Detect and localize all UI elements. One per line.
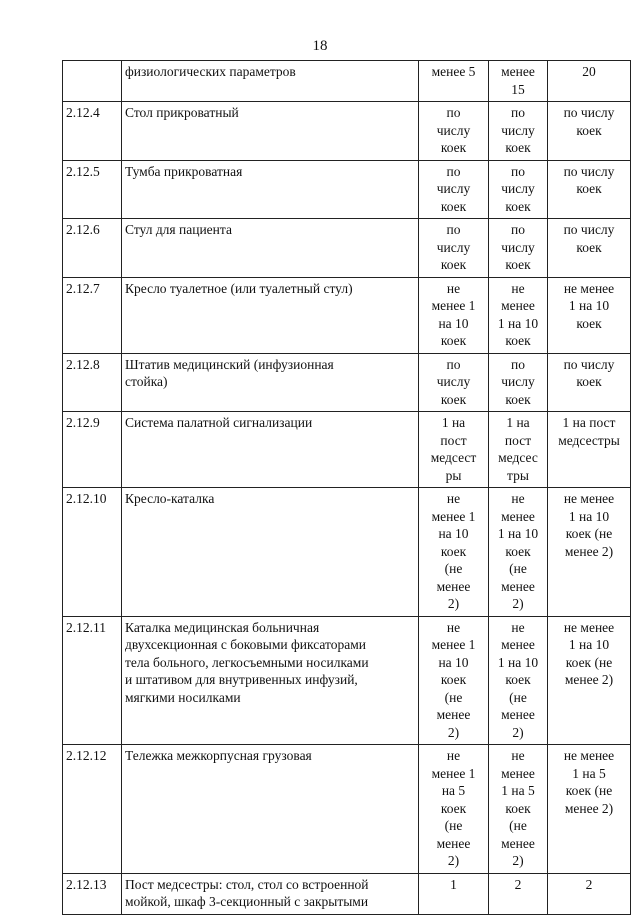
value-col-2-text: 2 xyxy=(514,876,522,892)
value-col-1-text: по числу коек xyxy=(436,163,471,214)
value-col-3-text: не менее 1 на 10 коек xyxy=(563,280,615,331)
table-row xyxy=(63,745,631,874)
table-row xyxy=(63,616,631,745)
value-col-3-text: 20 xyxy=(582,64,596,79)
value-col-2-cell xyxy=(489,616,548,745)
item-name-text: Кресло-каталка xyxy=(125,491,215,506)
row-number-text: 2.12.9 xyxy=(66,415,100,430)
item-name-cell xyxy=(122,277,419,353)
value-col-2-cell xyxy=(489,745,548,874)
value-col-1-cell xyxy=(419,745,489,874)
item-name-text: Штатив медицинский (инфузионная стойка) xyxy=(125,356,334,389)
value-col-2-text: по числу коек xyxy=(501,356,535,407)
value-col-2-text: 1 на пост медсес тры xyxy=(498,415,538,483)
value-col-2-text: по числу коек xyxy=(501,222,535,272)
value-col-3-text: по числу коек xyxy=(563,105,615,138)
value-col-2-text: не менее 1 на 5 коек (не менее 2) xyxy=(501,748,535,868)
value-col-3-text: по числу коек xyxy=(563,163,615,196)
item-name-cell xyxy=(122,102,419,161)
row-number-cell xyxy=(63,219,122,278)
value-col-2-text: менее 15 xyxy=(501,64,535,97)
value-col-3-text: 1 на пост медсестры xyxy=(558,415,620,448)
value-col-1-text: по числу коек xyxy=(436,356,471,407)
table-row xyxy=(63,873,631,914)
item-name-text: Тележка межкорпусная грузовая xyxy=(125,748,312,763)
value-col-2-text: не менее 1 на 10 коек (не менее 2) xyxy=(497,491,539,611)
value-col-1-text: 1 на пост медсест ры xyxy=(430,415,477,483)
value-col-1-text: не менее 1 на 10 коек (не менее 2) xyxy=(431,619,476,740)
item-name-cell xyxy=(122,616,419,745)
row-number-text: 2.12.8 xyxy=(66,356,100,372)
value-col-3-cell xyxy=(548,102,631,161)
row-number-cell xyxy=(63,353,122,412)
row-number-text: 2.12.12 xyxy=(66,748,107,763)
item-name-text: Пост медсестры: стол, стол со встроенной мойкой, шкаф 3-секционный с закрытыми xyxy=(125,876,369,909)
value-col-2-text: не менее 1 на 10 коек xyxy=(497,280,539,348)
equipment-table xyxy=(62,60,631,915)
table-row xyxy=(63,353,631,412)
value-col-3-text: не менее 1 на 10 коек (не менее 2) xyxy=(563,619,615,687)
value-col-3-cell xyxy=(548,488,631,617)
table-body xyxy=(63,61,631,915)
item-name-text: Стул для пациента xyxy=(125,222,232,237)
row-number-cell xyxy=(63,616,122,745)
row-number-text: 2.12.5 xyxy=(66,163,100,179)
value-col-1-cell xyxy=(419,160,489,219)
row-number-cell xyxy=(63,488,122,617)
value-col-1-text: по числу коек xyxy=(436,105,471,155)
value-col-2-cell xyxy=(489,277,548,353)
value-col-1-cell xyxy=(419,488,489,617)
value-col-1-text: не менее 1 на 10 коек (не менее 2) xyxy=(431,491,476,611)
item-name-text: физиологических параметров xyxy=(125,64,296,79)
value-col-1-text: по числу коек xyxy=(436,222,471,272)
value-col-3-text: по числу коек xyxy=(563,356,615,389)
value-col-3-cell xyxy=(548,219,631,278)
item-name-text: Система палатной сигнализации xyxy=(125,415,313,430)
value-col-1-text: 1 xyxy=(450,876,457,892)
item-name-cell xyxy=(122,219,419,278)
item-name-cell xyxy=(122,160,419,219)
row-number-cell xyxy=(63,277,122,353)
item-name-cell xyxy=(122,873,419,914)
item-name-text: Стол прикроватный xyxy=(125,105,239,120)
value-col-2-cell xyxy=(489,353,548,412)
row-number-text: 2.12.13 xyxy=(66,876,107,892)
value-col-2-cell xyxy=(489,219,548,278)
item-name-cell xyxy=(122,488,419,617)
value-col-1-cell xyxy=(419,61,489,102)
item-name-text: Каталка медицинская больничная двухсекционная с боковыми фиксаторами тела больного, легкосъемными носилками и штативом для внутривенных инфузий, мягкими носилками xyxy=(125,619,369,705)
table-row xyxy=(63,277,631,353)
table-row xyxy=(63,61,631,102)
value-col-2-cell xyxy=(489,102,548,161)
value-col-2-text: по числу коек xyxy=(501,163,535,214)
value-col-1-cell xyxy=(419,412,489,488)
value-col-3-cell xyxy=(548,745,631,874)
row-number-text: 2.12.6 xyxy=(66,222,100,237)
item-name-text: Кресло туалетное (или туалетный стул) xyxy=(125,280,353,296)
page-number: 18 xyxy=(312,38,328,54)
table-row xyxy=(63,160,631,219)
row-number-text: 2.12.4 xyxy=(66,105,100,120)
value-col-1-cell xyxy=(419,277,489,353)
value-col-3-text: по числу коек xyxy=(563,222,615,255)
row-number-cell xyxy=(63,873,122,914)
row-number-cell xyxy=(63,160,122,219)
row-number-text: 2.12.10 xyxy=(66,491,107,506)
value-col-2-cell xyxy=(489,160,548,219)
value-col-3-cell xyxy=(548,616,631,745)
value-col-2-text: по числу коек xyxy=(501,105,535,155)
value-col-2-text: не менее 1 на 10 коек (не менее 2) xyxy=(497,619,539,740)
row-number-cell xyxy=(63,102,122,161)
value-col-1-cell xyxy=(419,873,489,914)
value-col-1-text: менее 5 xyxy=(431,64,476,79)
item-name-cell xyxy=(122,745,419,874)
row-number-cell xyxy=(63,745,122,874)
row-number-text: 2.12.11 xyxy=(66,619,106,635)
item-name-text: Тумба прикроватная xyxy=(125,163,243,179)
value-col-3-cell xyxy=(548,61,631,102)
value-col-3-cell xyxy=(548,277,631,353)
value-col-2-cell xyxy=(489,488,548,617)
value-col-3-text: не менее 1 на 10 коек (не менее 2) xyxy=(563,491,615,559)
value-col-3-text: 2 xyxy=(585,876,593,892)
item-name-cell xyxy=(122,353,419,412)
table-row xyxy=(63,219,631,278)
value-col-2-cell xyxy=(489,61,548,102)
value-col-2-cell xyxy=(489,873,548,914)
value-col-3-cell xyxy=(548,873,631,914)
row-number-cell xyxy=(63,412,122,488)
table-row xyxy=(63,488,631,617)
value-col-3-cell xyxy=(548,160,631,219)
value-col-1-cell xyxy=(419,219,489,278)
value-col-1-cell xyxy=(419,353,489,412)
value-col-2-cell xyxy=(489,412,548,488)
row-number-text: 2.12.7 xyxy=(66,280,100,296)
value-col-3-text: не менее 1 на 5 коек (не менее 2) xyxy=(563,748,615,816)
item-name-cell xyxy=(122,412,419,488)
value-col-1-text: не менее 1 на 5 коек (не менее 2) xyxy=(431,748,476,868)
value-col-3-cell xyxy=(548,353,631,412)
value-col-3-cell xyxy=(548,412,631,488)
row-number-cell xyxy=(63,61,122,102)
table-row xyxy=(63,102,631,161)
table-row xyxy=(63,412,631,488)
value-col-1-cell xyxy=(419,616,489,745)
value-col-1-cell xyxy=(419,102,489,161)
value-col-1-text: не менее 1 на 10 коек xyxy=(431,280,476,348)
item-name-cell xyxy=(122,61,419,102)
